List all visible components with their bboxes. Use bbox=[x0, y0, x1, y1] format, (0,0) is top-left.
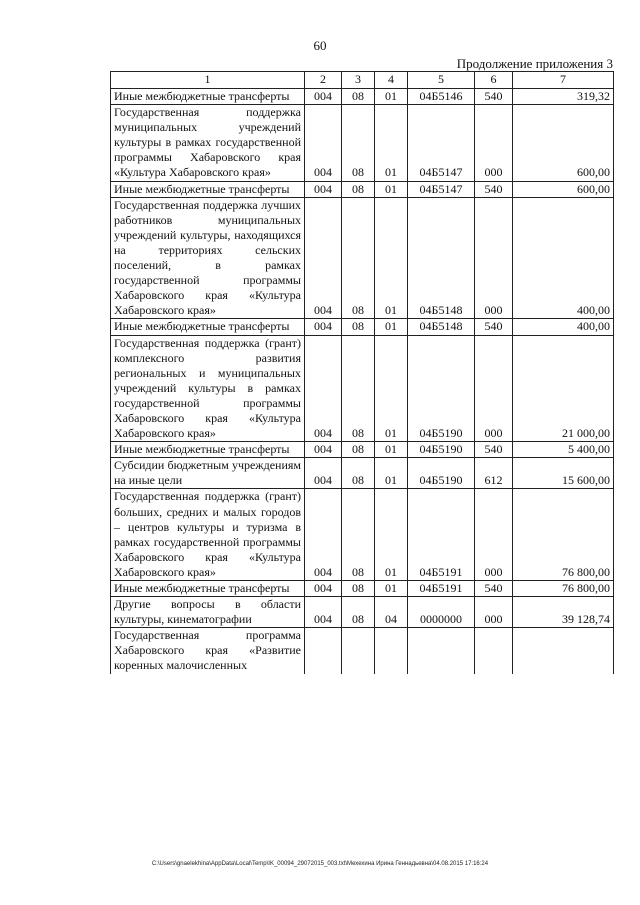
cell-expense-type: 540 bbox=[475, 89, 513, 105]
cell-target-code: 04Б5147 bbox=[408, 181, 475, 197]
column-header: 5 bbox=[408, 72, 475, 89]
cell-amount: 600,00 bbox=[513, 181, 614, 197]
cell-amount: 600,00 bbox=[513, 105, 614, 181]
cell-section: 08 bbox=[342, 105, 375, 181]
cell-subsection: 01 bbox=[375, 89, 408, 105]
cell-amount: 39 128,74 bbox=[513, 597, 614, 628]
cell-amount: 400,00 bbox=[513, 319, 614, 335]
cell-section bbox=[342, 628, 375, 674]
row-name: Иные межбюджетные трансферты bbox=[111, 581, 305, 597]
cell-target-code: 04Б5191 bbox=[408, 581, 475, 597]
table-row bbox=[111, 489, 614, 581]
cell-subsection: 04 bbox=[375, 597, 408, 628]
cell-section: 08 bbox=[342, 442, 375, 458]
cell-subsection: 01 bbox=[375, 442, 408, 458]
table-row bbox=[111, 89, 614, 105]
cell-expense-type: 540 bbox=[475, 319, 513, 335]
cell-amount: 21 000,00 bbox=[513, 335, 614, 442]
cell-expense-type: 000 bbox=[475, 197, 513, 319]
cell-ministry-code: 004 bbox=[305, 489, 342, 581]
cell-expense-type: 000 bbox=[475, 597, 513, 628]
cell-target-code: 04Б5191 bbox=[408, 489, 475, 581]
cell-ministry-code: 004 bbox=[305, 197, 342, 319]
cell-subsection: 01 bbox=[375, 181, 408, 197]
cell-amount: 319,32 bbox=[513, 89, 614, 105]
column-header: 3 bbox=[342, 72, 375, 89]
cell-amount: 76 800,00 bbox=[513, 581, 614, 597]
table-row bbox=[111, 442, 614, 458]
row-name: Государственная поддержка (грант) больших, средних и малых городов – центров культуры и туризма в рамках государственной программы Хабаровского края «Культура Хабаровского края» bbox=[111, 489, 305, 581]
column-header: 2 bbox=[305, 72, 342, 89]
cell-ministry-code: 004 bbox=[305, 597, 342, 628]
cell-subsection: 01 bbox=[375, 197, 408, 319]
column-header: 4 bbox=[375, 72, 408, 89]
table-row bbox=[111, 197, 614, 319]
cell-target-code: 04Б5190 bbox=[408, 458, 475, 489]
cell-section: 08 bbox=[342, 181, 375, 197]
row-name: Государственная программа Хабаровского края «Развитие коренных малочисленных bbox=[111, 628, 305, 674]
cell-expense-type: 000 bbox=[475, 489, 513, 581]
cell-section: 08 bbox=[342, 335, 375, 442]
cell-expense-type: 000 bbox=[475, 335, 513, 442]
cell-ministry-code: 004 bbox=[305, 335, 342, 442]
column-header: 7 bbox=[513, 72, 614, 89]
cell-expense-type: 612 bbox=[475, 458, 513, 489]
cell-ministry-code: 004 bbox=[305, 442, 342, 458]
table-row bbox=[111, 335, 614, 442]
cell-expense-type bbox=[475, 628, 513, 674]
cell-subsection: 01 bbox=[375, 581, 408, 597]
cell-expense-type: 540 bbox=[475, 581, 513, 597]
cell-section: 08 bbox=[342, 597, 375, 628]
cell-target-code: 04Б5190 bbox=[408, 442, 475, 458]
cell-target-code: 04Б5190 bbox=[408, 335, 475, 442]
table-header-row bbox=[111, 72, 614, 89]
cell-target-code: 04Б5148 bbox=[408, 197, 475, 319]
cell-section: 08 bbox=[342, 89, 375, 105]
cell-ministry-code: 004 bbox=[305, 105, 342, 181]
row-name: Другие вопросы в области культуры, кинематографии bbox=[111, 597, 305, 628]
cell-amount bbox=[513, 628, 614, 674]
table-row bbox=[111, 458, 614, 489]
cell-ministry-code: 004 bbox=[305, 581, 342, 597]
cell-ministry-code bbox=[305, 628, 342, 674]
cell-subsection: 01 bbox=[375, 458, 408, 489]
table-row bbox=[111, 628, 614, 674]
table-row bbox=[111, 181, 614, 197]
cell-section: 08 bbox=[342, 319, 375, 335]
page-number: 60 bbox=[313, 38, 327, 53]
table-row bbox=[111, 319, 614, 335]
row-name: Иные межбюджетные трансферты bbox=[111, 319, 305, 335]
column-header: 1 bbox=[111, 72, 305, 89]
table-row bbox=[111, 597, 614, 628]
cell-target-code bbox=[408, 628, 475, 674]
cell-target-code: 04Б5148 bbox=[408, 319, 475, 335]
row-name: Иные межбюджетные трансферты bbox=[111, 181, 305, 197]
cell-target-code: 04Б5147 bbox=[408, 105, 475, 181]
cell-ministry-code: 004 bbox=[305, 458, 342, 489]
row-name: Государственная поддержка лучших работников муниципальных учреждений культуры, находящихся на территориях сельских поселений, в рамках государственной программы Хабаровского края «Культура Хабаровского края» bbox=[111, 197, 305, 319]
cell-section: 08 bbox=[342, 197, 375, 319]
table-row bbox=[111, 105, 614, 181]
cell-target-code: 04Б5146 bbox=[408, 89, 475, 105]
cell-expense-type: 540 bbox=[475, 442, 513, 458]
cell-subsection: 01 bbox=[375, 489, 408, 581]
cell-expense-type: 000 bbox=[475, 105, 513, 181]
row-name: Иные межбюджетные трансферты bbox=[111, 442, 305, 458]
table-row bbox=[111, 581, 614, 597]
cell-expense-type: 540 bbox=[475, 181, 513, 197]
row-name: Государственная поддержка муниципальных учреждений культуры в рамках государственной программы Хабаровского края «Культура Хабаровского края» bbox=[111, 105, 305, 181]
column-header: 6 bbox=[475, 72, 513, 89]
cell-target-code: 0000000 bbox=[408, 597, 475, 628]
row-name: Субсидии бюджетным учреждениям на иные цели bbox=[111, 458, 305, 489]
cell-amount: 76 800,00 bbox=[513, 489, 614, 581]
cell-subsection: 01 bbox=[375, 335, 408, 442]
cell-ministry-code: 004 bbox=[305, 89, 342, 105]
cell-subsection bbox=[375, 628, 408, 674]
cell-amount: 15 600,00 bbox=[513, 458, 614, 489]
cell-section: 08 bbox=[342, 581, 375, 597]
cell-ministry-code: 004 bbox=[305, 319, 342, 335]
cell-ministry-code: 004 bbox=[305, 181, 342, 197]
cell-amount: 400,00 bbox=[513, 197, 614, 319]
row-name: Государственная поддержка (грант) комплексного развития региональных и муниципальных учреждений культуры в рамках государственной программы Хабаровского края «Культура Хабаровского края» bbox=[111, 335, 305, 442]
cell-amount: 5 400,00 bbox=[513, 442, 614, 458]
row-name: Иные межбюджетные трансферты bbox=[111, 89, 305, 105]
document-path-footer: C:\Users\gnaelekhina\AppData\Local\Temp\IK_00094_29072015_003.txt\Мехехина Ирина Геннадьевна\04.08.2015 17:16:24 bbox=[151, 861, 489, 867]
appendix-continuation-label: Продолжение приложения 3 bbox=[456, 56, 613, 71]
cell-section: 08 bbox=[342, 458, 375, 489]
cell-subsection: 01 bbox=[375, 105, 408, 181]
budget-table bbox=[110, 71, 614, 674]
cell-section: 08 bbox=[342, 489, 375, 581]
cell-subsection: 01 bbox=[375, 319, 408, 335]
